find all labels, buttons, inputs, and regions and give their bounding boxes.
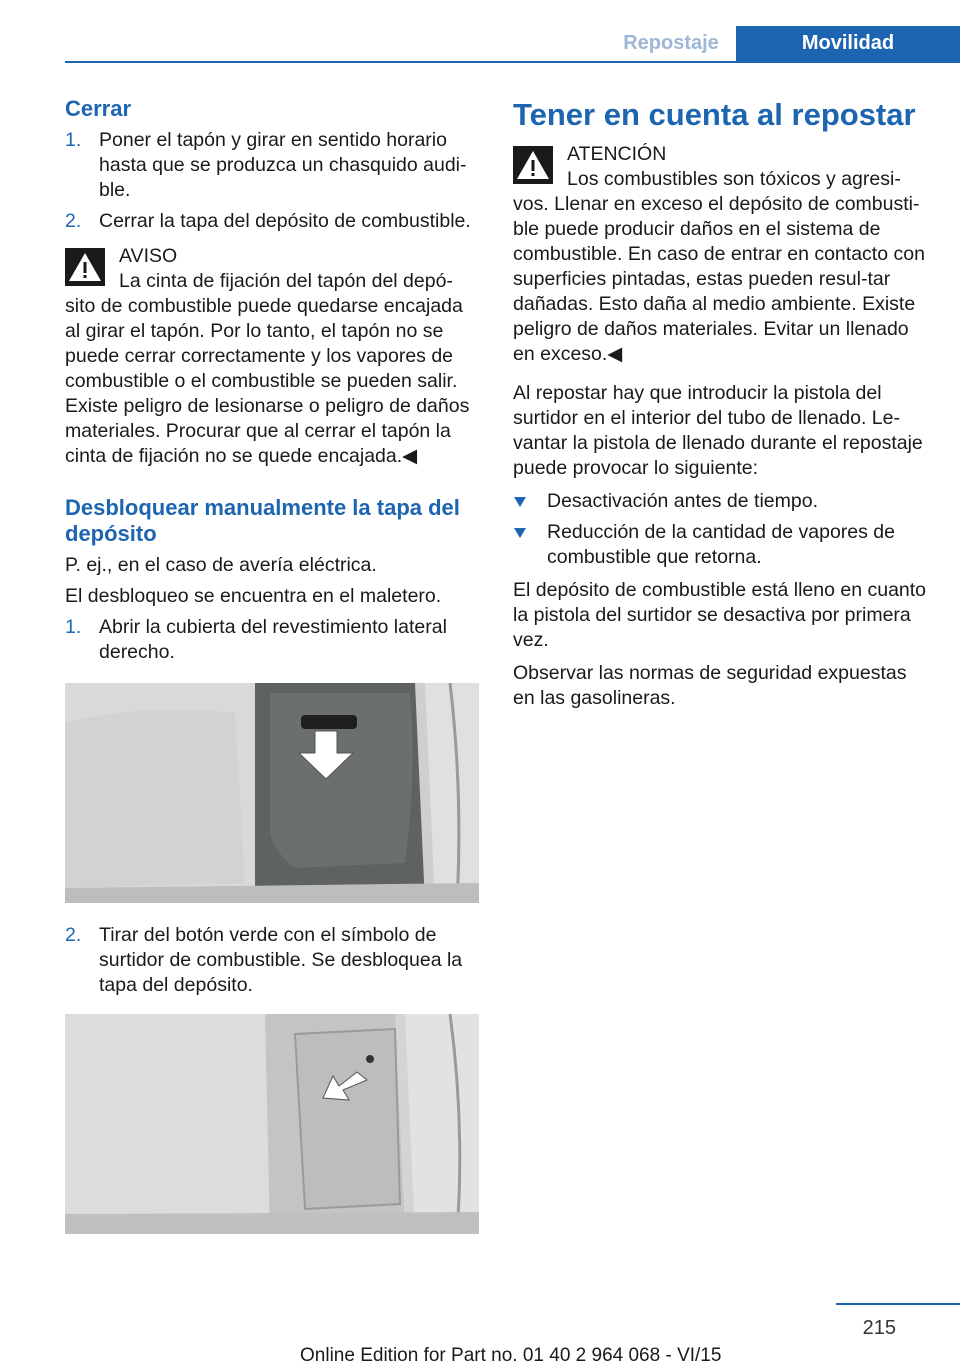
heading-cerrar: Cerrar bbox=[65, 96, 132, 121]
list-item bbox=[513, 489, 929, 514]
bullet-text: Reducción de la cantidad de vapores de combustible que retorna. bbox=[547, 521, 895, 568]
paragraph: Observar las normas de seguridad expuestas en las gasolineras. bbox=[513, 662, 907, 709]
list-item bbox=[65, 923, 479, 998]
left-column bbox=[65, 96, 479, 1234]
notice-text: La cinta de fijación del tapón del depó‐sito de combustible puede quedarse encajada al girar el tapón. Por lo tanto, el tapón no se puede cerrar correctamente y los vapores de combustible o el combustible se pueden salir. Existe peligro de lesionarse o peligro de daños materiales. Procurar que al cerrar el tapón la cinta de fijación no se quede encajada.◀ bbox=[65, 270, 470, 467]
paragraph: El desbloqueo se encuentra en el maletero. bbox=[65, 585, 442, 607]
paragraph: P. ej., en el caso de avería eléctrica. bbox=[65, 554, 377, 576]
caution-box bbox=[513, 142, 929, 367]
warning-triangle-icon bbox=[513, 146, 553, 184]
edition-footer: Online Edition for Part no. 01 40 2 964 068 - VI/15 bbox=[300, 1345, 722, 1366]
step-text: Abrir la cubierta del revestimiento lateral derecho. bbox=[99, 616, 447, 663]
notice-title: AVISO bbox=[119, 245, 178, 267]
list-item bbox=[65, 209, 479, 234]
warning-triangle-icon bbox=[65, 248, 105, 286]
step-number: 2. bbox=[65, 924, 82, 946]
photo-side-panel bbox=[65, 683, 479, 903]
list-item bbox=[65, 128, 479, 203]
heading-desbloquear: Desbloquear manualmente la tapa del depósito bbox=[65, 495, 460, 546]
heading-tener-en-cuenta: Tener en cuenta al repostar bbox=[513, 97, 916, 132]
list-item bbox=[513, 520, 929, 570]
bullet-triangle-icon bbox=[514, 528, 526, 538]
header-tab-repostaje[interactable]: Repostaje bbox=[623, 32, 719, 54]
header-rule bbox=[65, 61, 960, 63]
footer-rule bbox=[836, 1303, 960, 1305]
bullet-triangle-icon bbox=[514, 497, 526, 507]
step-text: Cerrar la tapa del depósito de combustible. bbox=[99, 210, 471, 232]
caution-text: Los combustibles son tóxicos y agresi‐vos. Llenar en exceso el depósito de combusti‐ble puede producir daños en el sistema de combustible. En caso de entrar en contacto con superficies pintadas, estas pueden resul‐tar dañadas. Esto daña al medio ambiente. Existe peligro de daños materiales. Evitar un llenado en exceso.◀ bbox=[513, 168, 925, 365]
photo-release-button bbox=[65, 1014, 479, 1234]
right-column bbox=[513, 96, 929, 711]
list-item bbox=[65, 615, 479, 665]
caution-title: ATENCIÓN bbox=[567, 143, 667, 165]
paragraph: El depósito de combustible está lleno en cuanto la pistola del surtidor se desactiva por primera vez. bbox=[513, 579, 927, 651]
header-tab-movilidad[interactable]: Movilidad bbox=[736, 26, 960, 61]
notice-box bbox=[65, 244, 479, 469]
step-number: 1. bbox=[65, 129, 82, 151]
bullet-text: Desactivación antes de tiempo. bbox=[547, 490, 818, 512]
step-number: 1. bbox=[65, 616, 82, 638]
step-text: Tirar del botón verde con el símbolo de surtidor de combustible. Se desbloquea la tapa del depósito. bbox=[99, 924, 463, 996]
step-number: 2. bbox=[65, 210, 82, 232]
step-text: Poner el tapón y girar en sentido horario hasta que se produzca un chasquido audi‐ble. bbox=[99, 129, 467, 201]
page-number: 215 bbox=[862, 1317, 896, 1339]
paragraph: Al repostar hay que introducir la pistola del surtidor en el interior del tubo de llenado. Le‐vantar la pistola de llenado durante el repostaje puede provocar lo siguiente: bbox=[513, 382, 923, 479]
